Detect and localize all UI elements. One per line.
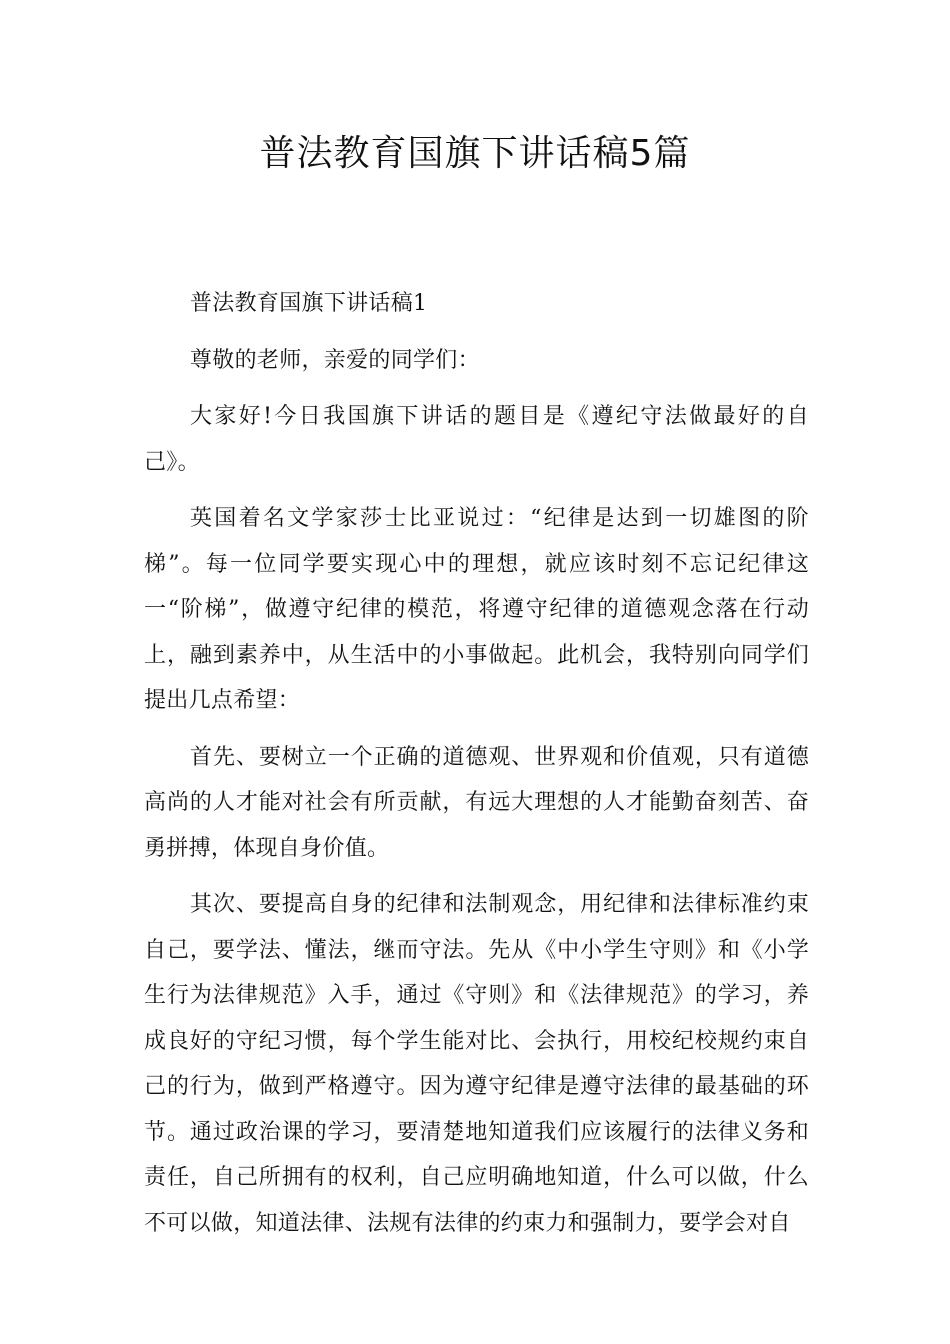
paragraph-second-point: 其次、要提高自身的纪律和法制观念，用纪律和法律标准约束自己，要学法、懂法，继而守法。先从《中小学生守则》和《小学生行为法律规范》入手，通过《守则》和《法律规范》的学习，养成良好的守纪习惯，每个学生能对比、会执行，用校纪校规约束自己的行为，做到严格遵守。因为遵守纪律是遵守法律的最基础的环节。通过政治课的学习，要清楚地知道我们应该履行的法律义务和责任，自己所拥有的权利，自己应明确地知道，什么可以做，什么不可以做，知道法律、法规有法律的约束力和强制力，要学会对自 (144, 892, 809, 1236)
paragraph-first-point: 首先、要树立一个正确的道德观、世界观和价值观，只有道德高尚的人才能对社会有所贡献，有远大理想的人才能勤奋刻苦、奋勇拼搏，体现自身价值。 (144, 744, 809, 861)
paragraph-salutation: 尊敬的老师，亲爱的同学们： (190, 347, 480, 373)
document-title: 普法教育国旗下讲话稿5篇 (259, 133, 691, 174)
paragraph-greeting: 大家好!今日我国旗下讲话的题目是《遵纪守法做最好的自己》。 (144, 404, 809, 475)
paragraph-shakespeare-quote: 英国着名文学家莎士比亚说过：“纪律是达到一切雄图的阶梯”。每一位同学要实现心中的理想，就应该时刻不忘记纪律这一“阶梯”，做遵守纪律的模范，将遵守纪律的道德观念落在行动上，融到素养中，从生活中的小事做起。此机会，我特别向同学们提出几点希望： (144, 506, 809, 713)
paragraph-subtitle: 普法教育国旗下讲话稿1 (190, 291, 428, 316)
document-body (144, 281, 809, 1246)
